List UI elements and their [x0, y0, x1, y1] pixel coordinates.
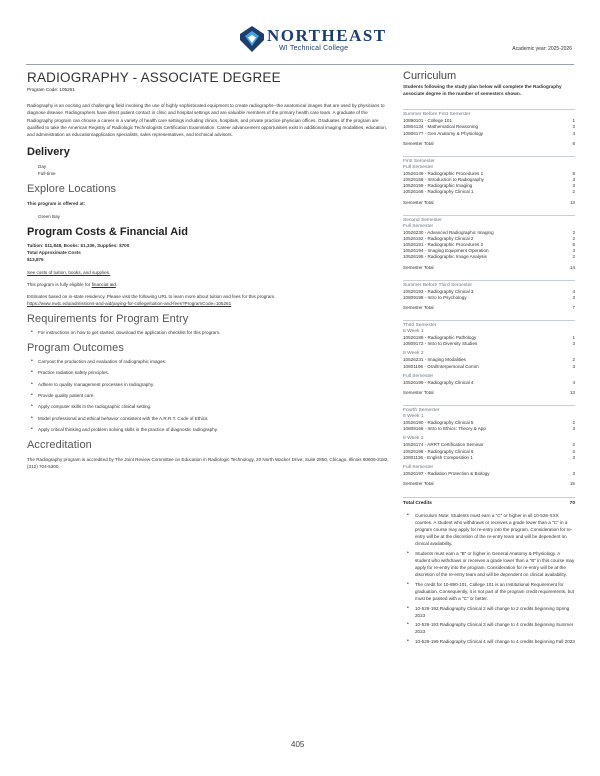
curriculum-note: • The credit for 10-890-101, College 101 is an Institutional Requirement for graduation. Consequently, it is not part of the program credit requirements, but must be passed with a "C" or better.	[403, 581, 575, 602]
course-credits: 2	[572, 420, 575, 426]
semester-total-row	[403, 265, 575, 271]
total-costs-label: Total Approximate Costs	[27, 250, 81, 256]
header-divider	[26, 64, 574, 65]
course-group-label: 8 Week 2	[403, 436, 424, 442]
course-name[interactable]: 10526193 - Radiography Clinical 3	[403, 288, 474, 294]
program-details	[27, 70, 389, 470]
course-group-label: Full Semester	[403, 465, 434, 471]
course-row	[403, 295, 575, 301]
cost-estimate-note: Estimates based on in-state residency. Please visit the following URL to learn more about tuition and fees for this program.	[27, 294, 276, 300]
course-name[interactable]: 10526194 - Imaging Equipment Operation	[403, 248, 489, 254]
course-credits: 2	[572, 229, 575, 235]
semester-total-value: 14	[569, 264, 575, 270]
course-credits: 3	[572, 426, 575, 432]
curriculum-intro: Students following the study plan below will complete the Radiography associate degree in the number of semesters shown.	[403, 84, 562, 96]
course-name[interactable]: 10526198 - Radiography Clinical 6	[403, 448, 474, 454]
semester-block	[403, 280, 575, 311]
program-description: Radiography is an exciting and challenging field involving the use of highly sophisticated equipment to create radiographs--the anatomical images that are used by physicians to diagnose disease. Radiographers have direct patient contact in clinic and hospital settings and are valuable members of the primary health care team. A graduate of the Radiography program can choose a career in a variety of health care settings including clinics, hospitals, and private practice physician offices. Graduates of the program are qualified to take the American Registry of Radiologic Technologists Certification Examination. Career advancement opportunities exist in additional imaging modalities, education, and administration as education/application specialists, sales representatives, and technical advisors.	[27, 103, 387, 138]
course-credits: 3	[572, 183, 575, 189]
course-name[interactable]: 10526190 - Radiography Clinical 5	[403, 420, 474, 426]
total-costs-value: $13,876	[27, 257, 44, 263]
course-row	[403, 455, 575, 461]
semester-label: Third Semester	[403, 320, 575, 329]
semester-total-value: 7	[572, 305, 575, 311]
course-credits: 2	[572, 442, 575, 448]
course-group-label: 8 Week 2	[403, 351, 424, 357]
semester-total-label: Semester Total	[403, 305, 434, 311]
semester-block	[403, 215, 575, 271]
semester-total-label: Semester Total	[403, 264, 434, 270]
semester-total-value: 13	[569, 199, 575, 205]
logo-subtitle: WI Technical College	[279, 45, 349, 52]
semester-total-label: Semester Total	[403, 140, 434, 146]
semester-total-label: Semester Total	[403, 481, 434, 487]
course-group-label: Full Semester	[403, 373, 434, 379]
course-name[interactable]: 10526191 - Radiographic Procedures 2	[403, 242, 484, 248]
course-credits: 4	[572, 379, 575, 385]
tuition-costs: Tuition: $11,848, Books: $1,336, Supplies: $700	[27, 243, 130, 249]
course-row	[403, 341, 575, 347]
program-code: Program Code: 105261	[27, 87, 75, 92]
college-logo[interactable]	[240, 24, 387, 58]
curriculum-notes	[403, 512, 575, 645]
course-group	[403, 414, 575, 432]
course-name[interactable]: 10526189 - Radiographic Pathology	[403, 335, 477, 341]
delivery-list	[27, 163, 389, 177]
course-name[interactable]: 10801136 - English Composition 1	[403, 454, 473, 460]
outcome-item: • Apply computer skills in the radiographic clinical setting.	[27, 403, 389, 410]
course-credits: 4	[572, 288, 575, 294]
semester-total-value: 15	[569, 481, 575, 487]
course-group	[403, 329, 575, 347]
course-group-label: 8 Week 1	[403, 414, 424, 420]
outcome-item: • Carryout the production and evaluation of radiographic images.	[27, 358, 389, 365]
course-credits: 1	[572, 335, 575, 341]
course-group-label: 8 Week 1	[403, 329, 424, 335]
course-group	[403, 165, 575, 196]
course-name[interactable]: 10526230 - Advanced Radiographic Imaging	[403, 229, 494, 235]
accreditation-heading: Accreditation	[27, 438, 92, 451]
financial-aid-text	[27, 281, 389, 288]
semester-total-row	[403, 141, 575, 147]
course-name[interactable]: 10804134 - Mathematical Reasoning	[403, 124, 479, 130]
course-credits: 3	[572, 177, 575, 182]
delivery-heading: Delivery	[27, 146, 70, 159]
curriculum-note: • 10-526-193 Radiography Clinical 3 will change to 4 credits beginning Summer 2023	[403, 621, 575, 635]
course-credits: 3	[572, 454, 575, 460]
course-name[interactable]: 10526158 - Introduction to Radiography	[403, 177, 484, 182]
curriculum-note: • Curriculum Note: Students must earn a "C" or higher in all 10-526-XXX courses. A student who withdraws or receives a grade lower than a "C" in a program course may apply for re-entry into the program. Consideration for re-entry will be at the discretion of the re-entry team and will be dependent on clinical availability.	[403, 512, 575, 547]
course-group	[403, 289, 575, 301]
outcomes-heading: Program Outcomes	[27, 341, 124, 354]
total-credits-label: Total Credits	[403, 501, 432, 507]
curriculum-panel	[403, 70, 575, 648]
course-name[interactable]: 10526197 - Radiation Protection & Biology	[403, 471, 490, 477]
course-name[interactable]: 10526159 - Radiographic Imaging	[403, 183, 473, 189]
logo-title: NORTHEAST	[267, 26, 387, 45]
costs-heading: Program Costs & Financial Aid	[27, 226, 188, 239]
course-name[interactable]: 10890101 - College 101	[403, 118, 453, 124]
semester-list	[403, 109, 575, 487]
curriculum-heading: Curriculum	[403, 70, 457, 82]
outcome-item: • Model professional and ethical behavior consistent with the A.R.R.T. Code of Ethics.	[27, 415, 389, 422]
semester-total-row	[403, 200, 575, 206]
course-name[interactable]: 10526168 - Radiography Clinical 1	[403, 189, 474, 195]
semester-block	[403, 320, 575, 396]
course-credits: 3	[572, 248, 575, 254]
semester-total-row	[403, 305, 575, 311]
semester-block	[403, 405, 575, 487]
course-group	[403, 351, 575, 369]
outcome-item: • Adhere to quality management processes in radiography.	[27, 381, 389, 388]
course-group	[403, 465, 575, 477]
course-name[interactable]: 10526149 - Radiographic Procedures 1	[403, 170, 484, 176]
course-name[interactable]: 10526192 - Radiography Clinical 2	[403, 235, 474, 241]
semester-label: Fourth Semester	[403, 405, 575, 414]
course-row	[403, 131, 575, 137]
curriculum-note: • Students must earn a "B" or higher in General Anatomy & Physiology. A student who withdraws or receives a grade lower than a "B" in this course may apply for re-entry into the program. Consideration for re-entry will be at the discretion of the re-entry team and will be dependent on clinical availability.	[403, 550, 575, 578]
course-credits: 3	[572, 294, 575, 300]
course-credits: 2	[572, 448, 575, 454]
financial-aid-link[interactable]: financial aid	[91, 282, 116, 288]
course-row	[403, 364, 575, 370]
course-name[interactable]: 10809198 - Intro to Psychology	[403, 294, 467, 300]
academic-year: Academic year: 2025-2026	[512, 46, 572, 52]
course-credits: 4	[572, 130, 575, 136]
page-number: 405	[291, 740, 305, 749]
outcome-item: • Provide quality patient care.	[27, 392, 389, 399]
course-group	[403, 118, 575, 137]
semester-total-label: Semester Total	[403, 199, 434, 205]
course-name[interactable]: 10809166 - Intro to Ethics: Theory & App	[403, 426, 486, 432]
course-group	[403, 374, 575, 386]
course-credits: 3	[572, 363, 575, 369]
delivery-item: Full-time	[38, 171, 56, 177]
program-title: RADIOGRAPHY - ASSOCIATE DEGREE	[27, 70, 281, 85]
location-item[interactable]: Green Bay	[38, 214, 60, 220]
logo-chevron-icon	[240, 26, 264, 52]
course-name[interactable]: 10526174 - ARRT Certification Seminar	[403, 442, 484, 448]
course-group-label: Full Semester	[403, 164, 434, 170]
semester-label: Second Semester	[403, 215, 575, 224]
semester-label: First Semester	[403, 156, 575, 165]
course-credits: 3	[572, 471, 575, 477]
course-row	[403, 380, 575, 386]
semester-total-value: 13	[569, 390, 575, 396]
course-credits: 3	[572, 124, 575, 130]
course-group-label: Full Semester	[403, 223, 434, 229]
course-credits: 5	[572, 242, 575, 248]
course-credits: 5	[572, 170, 575, 176]
course-row	[403, 426, 575, 432]
course-credits: 2	[572, 189, 575, 195]
semester-total-label: Semester Total	[403, 390, 434, 396]
offered-at-label: This program is offered at:	[27, 201, 86, 207]
outcome-item: • Apply critical thinking and problem solving skills in the practice of diagnostic radiography.	[27, 426, 389, 433]
total-credits-value: 70	[569, 501, 575, 507]
requirements-list	[27, 329, 389, 336]
outcome-item: • Practice radiation safety principles.	[27, 369, 389, 376]
course-credits: 2	[572, 235, 575, 241]
accreditation-text: The Radiography program is accredited by The Joint Review Committee on Education in Radiologic Technology, 20 North Wacker Drive; Suite 2850, Chicago, Illinois 60606-3182, (312) 704-5300.	[27, 456, 389, 469]
course-name[interactable]: 10526199 - Radiography Clinical 4	[403, 379, 474, 385]
course-credits: 2	[572, 254, 575, 260]
locations-heading: Explore Locations	[27, 183, 117, 196]
financial-aid-suffix: .	[115, 282, 118, 288]
see-costs-link[interactable]: See costs of tuition, books, and supplies.	[27, 270, 111, 276]
course-name[interactable]: 10809172 - Intro to Diversity Studies	[403, 341, 478, 347]
course-credits: 1	[572, 118, 575, 124]
course-credits: 3	[572, 341, 575, 347]
page-header	[0, 0, 600, 62]
semester-total-row	[403, 390, 575, 396]
course-row	[403, 189, 575, 195]
requirement-item[interactable]: • For instructions on how to get started, download the application checklist for this program.	[27, 329, 389, 336]
course-credits: 2	[572, 357, 575, 363]
semester-total-row	[403, 481, 575, 487]
total-credits-row	[403, 497, 575, 506]
tuition-url-link[interactable]: https://www.nwtc.edu/admissions-and-aid/paying-for-college/tuition-and-fees?ProgramCode=105261	[27, 301, 232, 307]
course-row	[403, 471, 575, 477]
requirements-heading: Requirements for Program Entry	[27, 313, 189, 326]
semester-label: Summer Before First Semester	[403, 109, 575, 118]
semester-block	[403, 156, 575, 206]
course-group	[403, 436, 575, 461]
course-group	[403, 224, 575, 261]
semester-label: Summer Before Third Semester	[403, 280, 575, 289]
semester-total-value: 6	[572, 140, 575, 146]
course-name[interactable]: 10526231 - Imaging Modalities	[403, 357, 466, 363]
course-row	[403, 254, 575, 260]
course-name[interactable]: 10806177 - Gen Anatomy & Physiology	[403, 130, 484, 136]
course-name[interactable]: 10526195 - Radiographic Image Analysis	[403, 254, 487, 260]
curriculum-note: • 10-526-199 Radiography Clinical 4 will change to 4 credits beginning Fall 2023	[403, 638, 575, 645]
curriculum-note: • 10-526-192 Radiography Clinical 2 will change to 2 credits beginning Spring 2023	[403, 605, 575, 619]
outcomes-list	[27, 358, 389, 433]
semester-block	[403, 109, 575, 147]
financial-aid-prefix: This program is fully eligible for	[27, 282, 92, 288]
delivery-item: Day	[38, 164, 47, 170]
course-name[interactable]: 10801196 - Oral/Interpersonal Comm	[403, 363, 479, 369]
